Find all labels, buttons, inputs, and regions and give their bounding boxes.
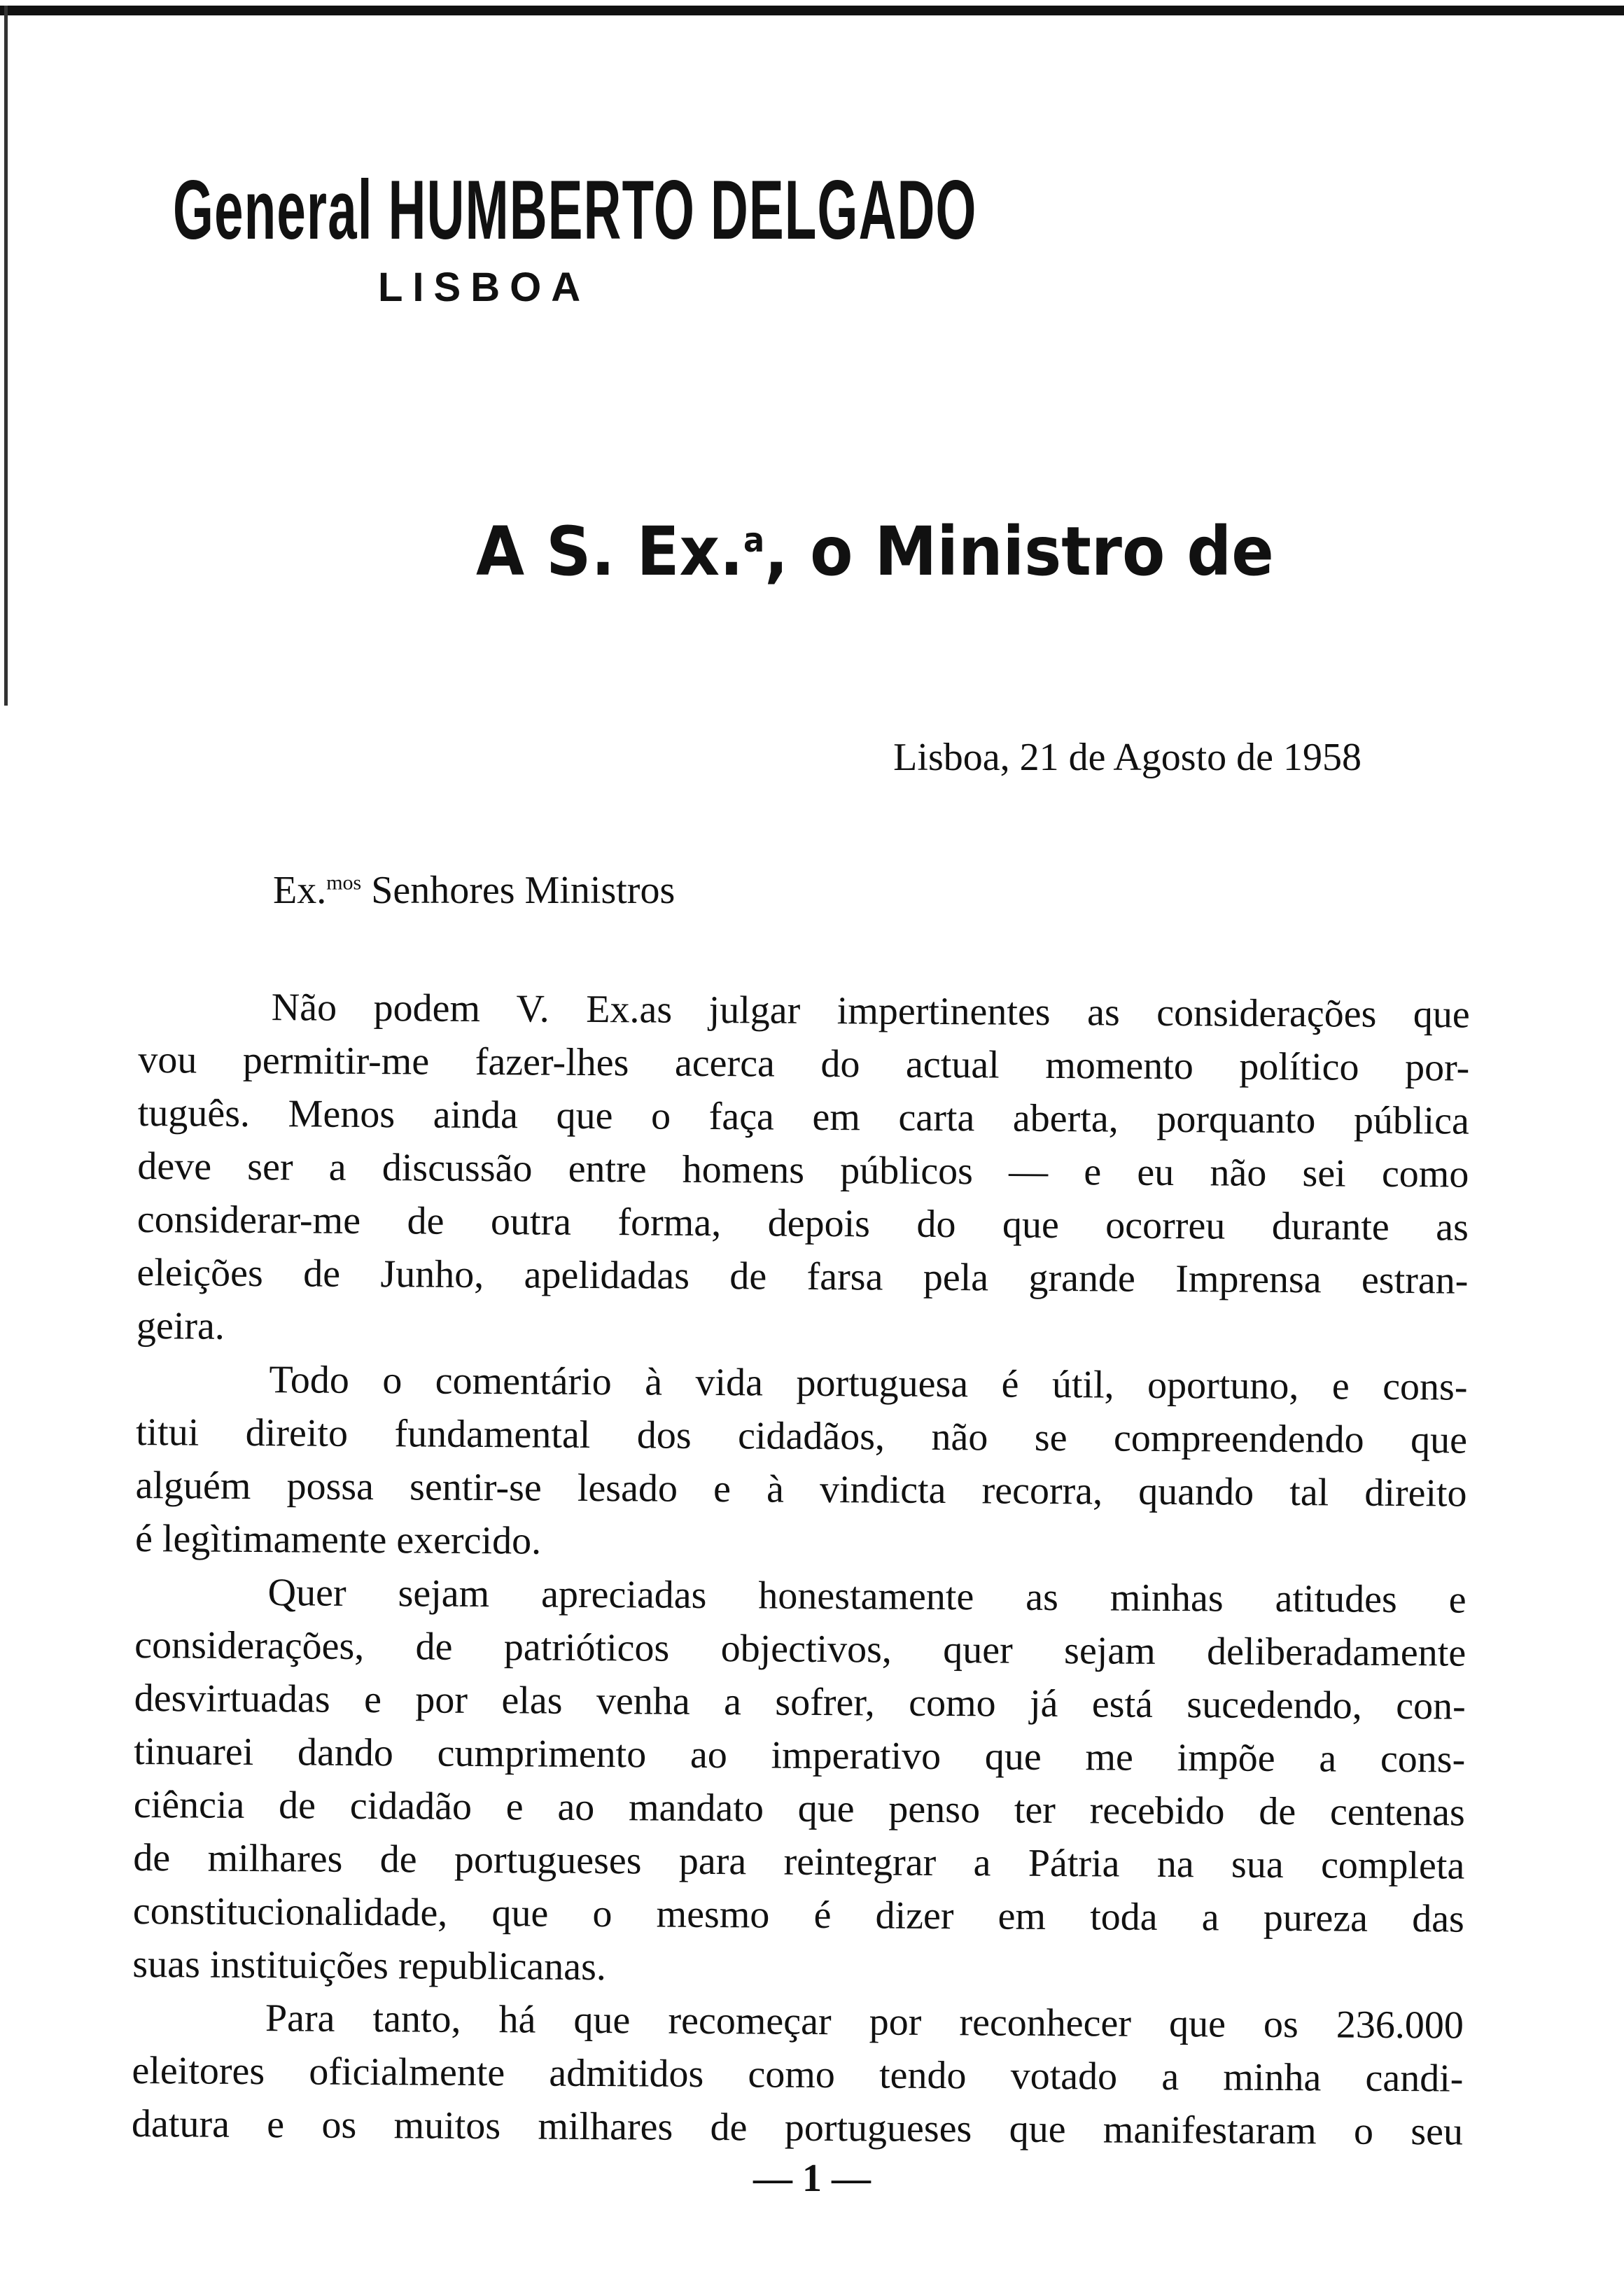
addressee-suffix: , o Ministro de	[764, 512, 1274, 591]
paragraph	[132, 1565, 1466, 1999]
text-line: tuguês. Menos ainda que o faça em carta aberta, porquanto pública	[137, 1091, 1469, 1143]
text-line: eleições de Junho, apelidadas de farsa pela grande Imprensa estran-	[136, 1250, 1469, 1303]
text-line: titui direito fundamental dos cidadãos, não se compreendendo que	[135, 1410, 1468, 1462]
text-line: ciência de cidadão e ao mandato que penso ter recebido de centenas	[133, 1782, 1465, 1835]
letterhead-name: General HUMBERTO DELGADO	[173, 163, 977, 257]
text-line: vou permitir-me fazer-lhes acerca do actual momento político por-	[138, 1037, 1470, 1090]
salutation-suffix: Senhores Ministros	[361, 869, 676, 912]
text-line: tinuarei dando cumprimento ao imperativo que me impõe a cons-	[134, 1729, 1466, 1782]
text-line: de milhares de portugueses para reintegrar a Pátria na sua completa	[133, 1835, 1465, 1888]
addressee-prefix: A S. Ex.	[476, 512, 743, 591]
text-line: deve ser a discussão entre homens públicos — e eu não sei como	[137, 1144, 1469, 1196]
text-line: Não podem V. Ex.as julgar impertinentes as considerações que	[271, 986, 1470, 1037]
paragraph	[136, 980, 1470, 1361]
letter-body	[132, 980, 1470, 2159]
text-line: é legìtimamente exercido.	[134, 1516, 542, 1563]
text-line: Para tanto, há que recomeçar por reconhecer que os 236.000	[265, 1996, 1464, 2047]
text-line: eleitores oficialmente admitidos como tendo votado a minha candi-	[132, 2048, 1464, 2101]
text-line: constitucionalidade, que o mesmo é dizer em toda a pureza das	[132, 1889, 1465, 1941]
text-line: alguém possa sentir-se lesado e à vindicta recorra, quando tal direito	[135, 1463, 1467, 1516]
text-line: Todo o comentário à vida portuguesa é útil, oportuno, e cons-	[269, 1358, 1468, 1409]
letterhead-city: LISBOA	[378, 265, 591, 310]
text-line: considerar-me de outra forma, depois do que ocorreu durante as	[136, 1197, 1469, 1250]
page-top-border	[0, 6, 1624, 15]
paragraph	[135, 1352, 1468, 1574]
addressee-heading	[476, 512, 1274, 591]
text-line: Quer sejam apreciadas honestamente as minhas atitudes e	[267, 1571, 1466, 1622]
salutation-superscript: mos	[326, 871, 362, 895]
salutation-prefix: Ex.	[273, 869, 327, 912]
text-line: suas instituições republicanas.	[132, 1942, 607, 1989]
page-number: — 1 —	[753, 2157, 871, 2200]
paragraph	[132, 1991, 1464, 2159]
text-line: datura e os muitos milhares de portugueses que manifestaram o seu	[131, 2101, 1464, 2154]
date-line: Lisboa, 21 de Agosto de 1958	[893, 736, 1362, 779]
text-line: considerações, de patrióticos objectivos, quer sejam deliberadamente	[134, 1623, 1466, 1675]
addressee-superscript: a	[743, 521, 765, 560]
salutation	[273, 868, 675, 913]
text-line: geira.	[136, 1303, 225, 1348]
page-left-edge	[4, 6, 8, 706]
text-line: desvirtuadas e por elas venha a sofrer, como já está sucedendo, con-	[134, 1676, 1466, 1728]
